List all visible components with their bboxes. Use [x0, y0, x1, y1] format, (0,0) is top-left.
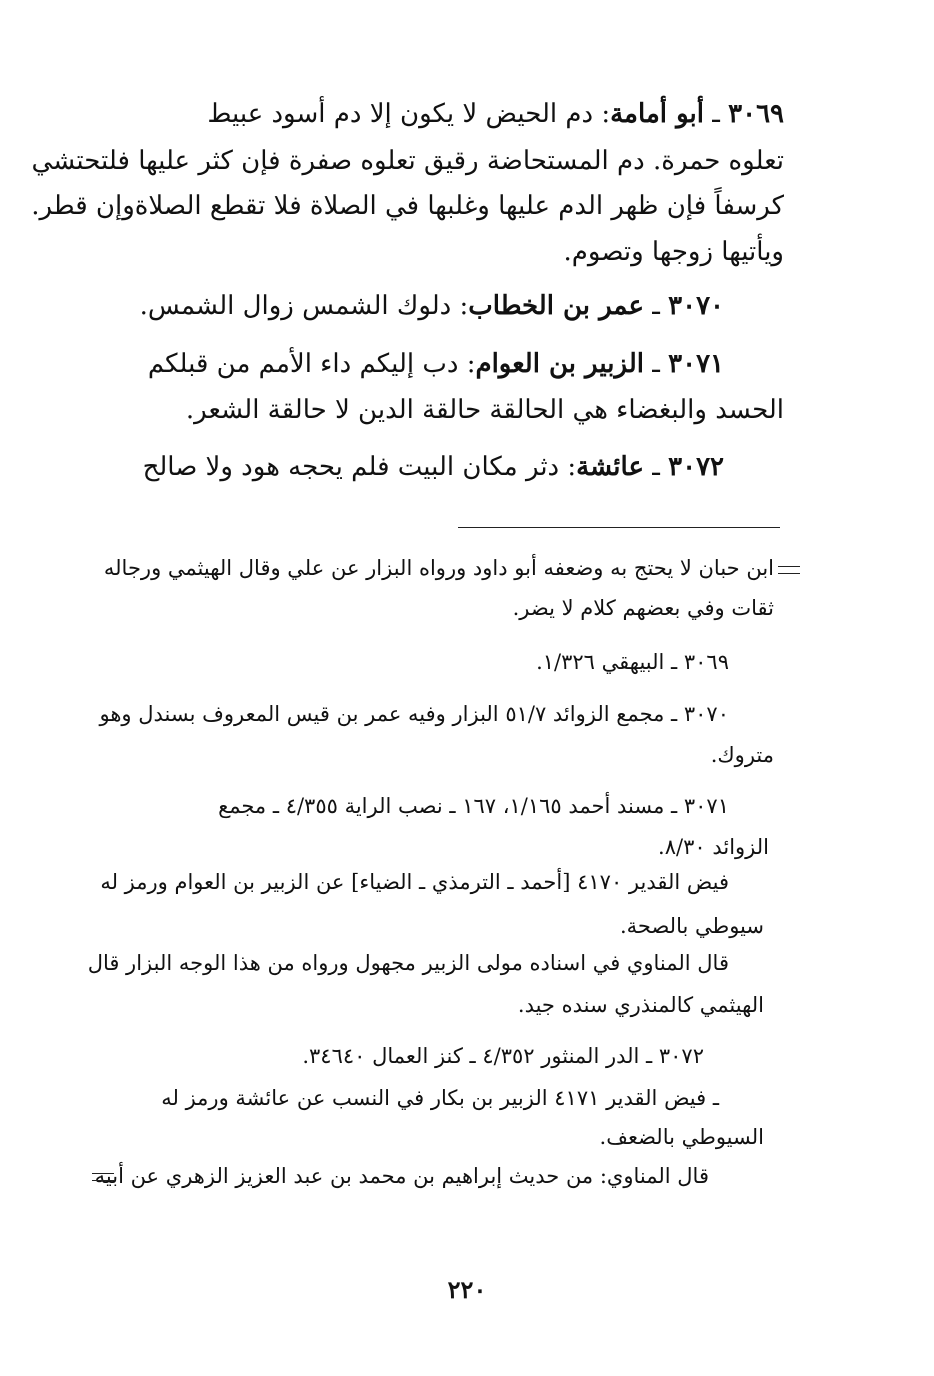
narrator-name: أبو أمامة	[610, 99, 704, 129]
main-line: تعلوه حمرة. دم المستحاضة رقيق تعلوه صفرة فإن كثر عليها فلتحتشي	[31, 146, 784, 176]
footnote-line: فيض القدير ٤١٧٠ [أحمد ـ الترمذي ـ الضياء] عن الزبير بن العوام ورمز له	[100, 870, 729, 894]
page-number: ٢٢٠	[447, 1275, 487, 1304]
main-line: الحسد والبغضاء هي الحالقة حالقة الدين لا حالقة الشعر.	[185, 395, 784, 425]
main-entry-3070: ٣٠٧٠ ـ عمر بن الخطاب: دلوك الشمس زوال الشمس.	[139, 291, 724, 321]
footnote-line: قال المناوي في اسناده مولى الزبير مجهول ورواه من هذا الوجه البزار قال	[87, 951, 729, 975]
footnote-3072: ٣٠٧٢ ـ الدر المنثور ٤/٣٥٢ ـ كنز العمال ٣٤٦٤٠.	[302, 1044, 704, 1068]
entry-text: : دثر مكان البيت فلم يحجه هود ولا صالح	[142, 452, 577, 482]
footnote-line: ـ فيض القدير ٤١٧١ الزبير بن بكار في النسب عن عائشة ورمز له	[161, 1086, 719, 1110]
main-entry-3069: ٣٠٦٩ ـ أبو أمامة: دم الحيض لا يكون إلا دم أسود عبيط	[207, 99, 784, 129]
main-line: ويأتيها زوجها وتصوم.	[563, 237, 784, 267]
entry-number: ٣٠٧١	[668, 349, 724, 379]
main-entry-3071: ٣٠٧١ ـ الزبير بن العوام: دب إليكم داء الأمم من قبلكم	[147, 349, 724, 379]
footnote-line: الزوائد ٨/٣٠.	[658, 835, 769, 859]
narrator-name: عمر بن الخطاب	[468, 291, 644, 321]
footnote-3071: ٣٠٧١ ـ مسند أحمد ١/١٦٥، ١٦٧ ـ نصب الراية ٤/٣٥٥ ـ مجمع	[218, 794, 729, 818]
narrator-name: عائشة	[576, 452, 644, 482]
entry-text: : دب إليكم داء الأمم من قبلكم	[147, 349, 476, 379]
footnote-3069: ٣٠٦٩ ـ البيهقي ١/٣٢٦.	[536, 650, 729, 674]
main-line: كرسفاً فإن ظهر الدم عليها وغلبها في الصلاة فلا تقطع الصلاةوإن قطر.	[31, 191, 784, 221]
narrator-name: الزبير بن العوام	[475, 349, 644, 379]
continuation-mark	[778, 566, 800, 574]
footnote-line: الهيثمي كالمنذري سنده جيد.	[517, 993, 764, 1017]
entry-text: : دلوك الشمس زوال الشمس.	[139, 291, 469, 321]
footnote-line: سيوطي بالصحة.	[619, 914, 764, 938]
footnote-separator	[458, 527, 780, 528]
footnote-line: ابن حبان لا يحتج به وضعفه أبو داود ورواه البزار عن علي وقال الهيثمي ورجاله	[103, 556, 774, 580]
entry-number: ٣٠٧٢	[668, 452, 724, 482]
footnote-line: متروك.	[710, 743, 774, 767]
entry-number: ٣٠٦٩	[728, 99, 784, 129]
footnote-line: ثقات وفي بعضهم كلام لا يضر.	[512, 596, 774, 620]
footnote-3070: ٣٠٧٠ ـ مجمع الزوائد ٥١/٧ البزار وفيه عمر بن قيس المعروف بسندل وهو	[99, 702, 729, 726]
footnote-line: السيوطي بالضعف.	[599, 1125, 764, 1149]
main-entry-3072: ٣٠٧٢ ـ عائشة: دثر مكان البيت فلم يحجه هود ولا صالح	[142, 452, 724, 482]
continuation-mark	[92, 1173, 114, 1181]
entry-number: ٣٠٧٠	[668, 291, 724, 321]
footnote-line: قال المناوي: من حديث إبراهيم بن محمد بن عبد العزيز الزهري عن أبيه	[94, 1164, 709, 1188]
entry-text: : دم الحيض لا يكون إلا دم أسود عبيط	[207, 99, 611, 129]
